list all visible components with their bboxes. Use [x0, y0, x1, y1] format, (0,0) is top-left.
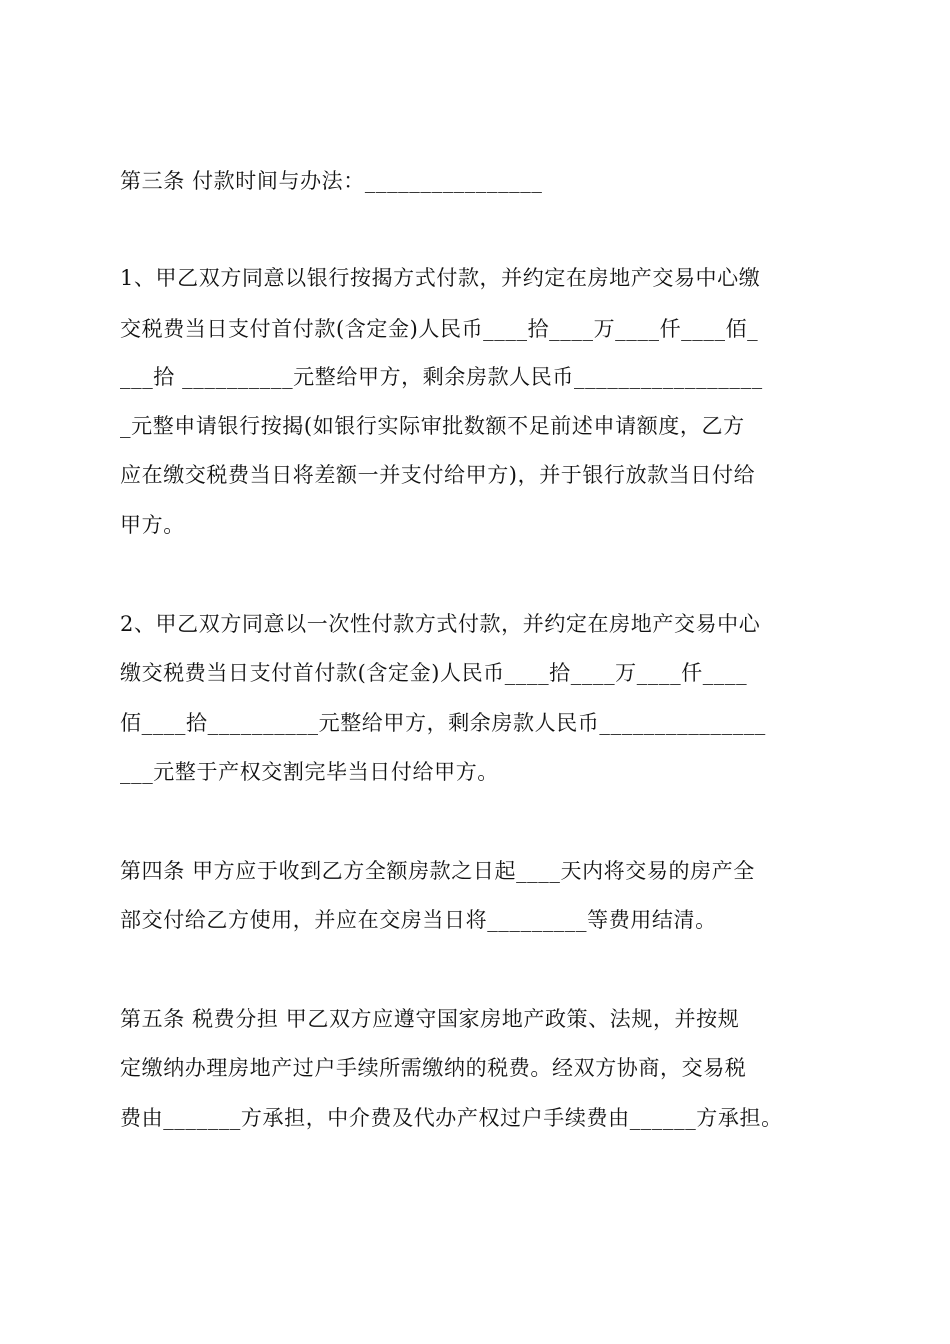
- article-4-line-1: 第四条 甲方应于收到乙方全额房款之日起____天内将交易的房产全: [120, 859, 755, 883]
- article-5-line-1: 第五条 税费分担 甲乙双方应遵守国家房地产政策、法规，并按规: [120, 1007, 740, 1031]
- article-3-item-2-line-4: ___元整于产权交割完毕当日付给甲方。: [120, 760, 499, 784]
- article-5-line-3: 费由_______方承担，中介费及代办产权过户手续费由______方承担。: [120, 1106, 783, 1130]
- article-3-heading: 第三条 付款时间与办法：________________: [120, 169, 543, 193]
- article-3-item-2-line-2: 缴交税费当日支付首付款(含定金)人民币____拾____万____仟____: [120, 661, 748, 685]
- article-3-item-1-line-1: 1、甲乙双方同意以银行按揭方式付款，并约定在房地产交易中心缴: [120, 266, 761, 290]
- article-3-item-1-line-2: 交税费当日支付首付款(含定金)人民币____拾____万____仟____佰_: [120, 317, 759, 341]
- article-3-item-1-line-5: 应在缴交税费当日将差额一并支付给甲方)，并于银行放款当日付给: [120, 463, 756, 487]
- article-5-line-2: 定缴纳办理房地产过户手续所需缴纳的税费。经双方协商，交易税: [120, 1056, 747, 1080]
- article-3-item-1-line-6: 甲方。: [120, 513, 185, 537]
- article-3-item-2-line-1: 2、甲乙双方同意以一次性付款方式付款，并约定在房地产交易中心: [120, 612, 761, 636]
- article-3-item-1-line-4: _元整申请银行按揭(如银行实际审批数额不足前述申请额度，乙方: [120, 414, 745, 438]
- article-3-item-2-line-3: 佰____拾__________元整给甲方，剩余房款人民币_______________: [120, 711, 766, 735]
- article-4-line-2: 部交付给乙方使用，并应在交房当日将_________等费用结清。: [120, 908, 717, 932]
- article-3-item-1-line-3: ___拾 __________元整给甲方，剩余房款人民币_________________: [120, 365, 763, 389]
